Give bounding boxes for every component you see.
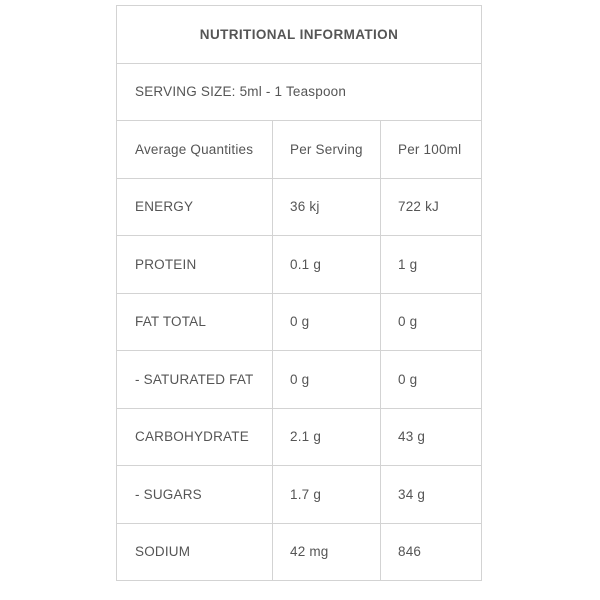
nutrition-table — [116, 5, 482, 581]
per-serving-value: 0.1 g — [273, 236, 381, 294]
nutrient-name: SODIUM — [117, 523, 273, 581]
column-header-per-100ml: Per 100ml — [381, 121, 482, 179]
per-100ml-value: 1 g — [381, 236, 482, 294]
nutrient-name: ENERGY — [117, 178, 273, 236]
table-row — [117, 466, 482, 524]
table-row — [117, 236, 482, 294]
per-serving-value: 2.1 g — [273, 408, 381, 466]
nutrient-name: - SATURATED FAT — [117, 351, 273, 409]
nutrient-name: FAT TOTAL — [117, 293, 273, 351]
serving-size-row — [117, 63, 482, 121]
table-row — [117, 408, 482, 466]
table-title: NUTRITIONAL INFORMATION — [117, 6, 482, 64]
nutrient-name: CARBOHYDRATE — [117, 408, 273, 466]
per-100ml-value: 43 g — [381, 408, 482, 466]
column-header-per-serving: Per Serving — [273, 121, 381, 179]
column-header-quantities: Average Quantities — [117, 121, 273, 179]
per-100ml-value: 34 g — [381, 466, 482, 524]
per-100ml-value: 0 g — [381, 351, 482, 409]
per-serving-value: 0 g — [273, 293, 381, 351]
per-serving-value: 42 mg — [273, 523, 381, 581]
per-serving-value: 0 g — [273, 351, 381, 409]
header-row — [117, 121, 482, 179]
nutrient-name: PROTEIN — [117, 236, 273, 294]
table-row — [117, 293, 482, 351]
table-row — [117, 178, 482, 236]
serving-size: SERVING SIZE: 5ml - 1 Teaspoon — [117, 63, 482, 121]
nutrient-name: - SUGARS — [117, 466, 273, 524]
per-serving-value: 36 kj — [273, 178, 381, 236]
per-serving-value: 1.7 g — [273, 466, 381, 524]
per-100ml-value: 0 g — [381, 293, 482, 351]
per-100ml-value: 722 kJ — [381, 178, 482, 236]
per-100ml-value: 846 — [381, 523, 482, 581]
table-row — [117, 523, 482, 581]
title-row — [117, 6, 482, 64]
table-row — [117, 351, 482, 409]
